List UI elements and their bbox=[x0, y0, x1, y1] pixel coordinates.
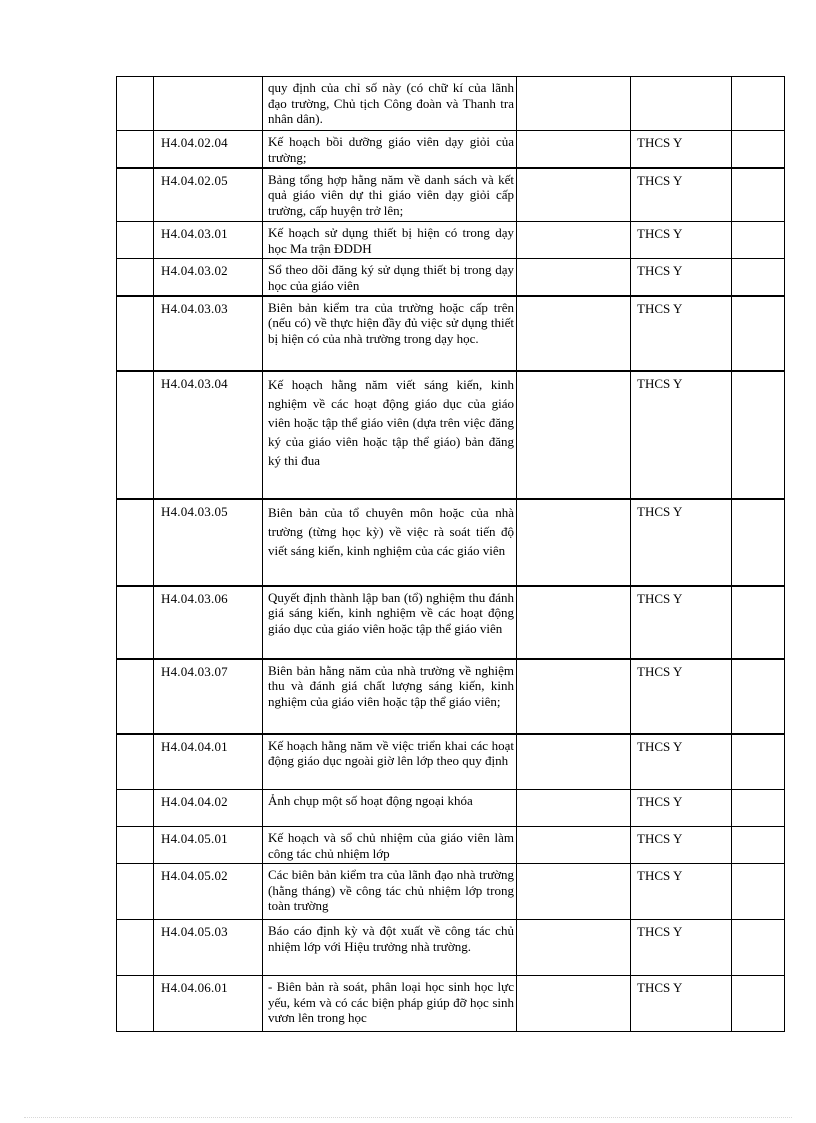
table-row bbox=[117, 920, 785, 976]
evidence-description: Bảng tổng hợp hằng năm về danh sách và kết quả giáo viên dự thi giáo viên dạy giỏi cấp trường, cấp huyện trở lên; bbox=[263, 168, 517, 222]
page-edge-divider bbox=[24, 1117, 792, 1118]
evidence-description: Ảnh chụp một số hoạt động ngoại khóa bbox=[263, 790, 517, 827]
evidence-description: Kế hoạch sử dụng thiết bị hiện có trong dạy học Ma trận ĐDDH bbox=[263, 222, 517, 259]
evidence-description: Kế hoạch hằng năm về việc triển khai các hoạt động giáo dục ngoài giờ lên lớp theo quy định bbox=[263, 734, 517, 790]
evidence-source: THCS Y bbox=[631, 827, 732, 864]
evidence-table bbox=[116, 76, 785, 1032]
evidence-code: H4.04.03.04 bbox=[154, 371, 263, 499]
evidence-source: THCS Y bbox=[631, 659, 732, 734]
table-row bbox=[117, 734, 785, 790]
evidence-description: Báo cáo định kỳ và đột xuất về công tác chủ nhiệm lớp với Hiệu trưởng nhà trường. bbox=[263, 920, 517, 976]
evidence-code: H4.04.04.02 bbox=[154, 790, 263, 827]
evidence-code bbox=[154, 77, 263, 131]
evidence-code: H4.04.05.03 bbox=[154, 920, 263, 976]
table-row bbox=[117, 790, 785, 827]
evidence-description: Biên bản kiểm tra của trường hoặc cấp trên (nếu có) về thực hiện đầy đủ việc sử dụng thiết bị hiện có của nhà trường trong dạy học. bbox=[263, 296, 517, 371]
evidence-code: H4.04.03.03 bbox=[154, 296, 263, 371]
evidence-code: H4.04.03.02 bbox=[154, 259, 263, 296]
evidence-code: H4.04.03.07 bbox=[154, 659, 263, 734]
table-row bbox=[117, 499, 785, 586]
evidence-code: H4.04.04.01 bbox=[154, 734, 263, 790]
evidence-code: H4.04.03.05 bbox=[154, 499, 263, 586]
table-row bbox=[117, 222, 785, 259]
table-row bbox=[117, 131, 785, 168]
table-row bbox=[117, 586, 785, 659]
evidence-description: - Biên bản rà soát, phân loại học sinh học lực yếu, kém và có các biện pháp giúp đỡ học sinh vươn lên trong học bbox=[263, 976, 517, 1032]
table-row bbox=[117, 77, 785, 131]
evidence-source: THCS Y bbox=[631, 168, 732, 222]
table-row bbox=[117, 864, 785, 920]
evidence-source: THCS Y bbox=[631, 586, 732, 659]
evidence-description: quy định của chỉ số này (có chữ kí của lãnh đạo trường, Chủ tịch Công đoàn và Thanh tra nhân dân). bbox=[263, 77, 517, 131]
evidence-code: H4.04.06.01 bbox=[154, 976, 263, 1032]
evidence-source: THCS Y bbox=[631, 222, 732, 259]
table-row bbox=[117, 976, 785, 1032]
evidence-description: Kế hoạch và sổ chủ nhiệm của giáo viên làm công tác chủ nhiệm lớp bbox=[263, 827, 517, 864]
evidence-source: THCS Y bbox=[631, 499, 732, 586]
evidence-code: H4.04.03.06 bbox=[154, 586, 263, 659]
evidence-code: H4.04.03.01 bbox=[154, 222, 263, 259]
evidence-source: THCS Y bbox=[631, 976, 732, 1032]
evidence-code: H4.04.05.01 bbox=[154, 827, 263, 864]
evidence-source: THCS Y bbox=[631, 131, 732, 168]
evidence-code: H4.04.05.02 bbox=[154, 864, 263, 920]
evidence-source: THCS Y bbox=[631, 296, 732, 371]
evidence-description: Kế hoạch hằng năm viết sáng kiến, kinh nghiệm về các hoạt động giáo dục của giáo viên hoặc tập thể giáo viên (dựa trên việc đăng ký của giáo viên hoặc tập thể giáo) bản đăng ký thi đua bbox=[263, 371, 517, 499]
evidence-source: THCS Y bbox=[631, 864, 732, 920]
table-row bbox=[117, 659, 785, 734]
evidence-source: THCS Y bbox=[631, 259, 732, 296]
evidence-description: Các biên bản kiểm tra của lãnh đạo nhà trường (hằng tháng) về công tác chủ nhiệm lớp trong toàn trường bbox=[263, 864, 517, 920]
evidence-description: Quyết định thành lập ban (tổ) nghiệm thu đánh giá sáng kiến, kinh nghiệm về các hoạt động giáo dục của giáo viên hoặc tập thể giáo viên bbox=[263, 586, 517, 659]
table-row bbox=[117, 371, 785, 499]
evidence-code: H4.04.02.05 bbox=[154, 168, 263, 222]
evidence-code: H4.04.02.04 bbox=[154, 131, 263, 168]
evidence-description: Biên bản của tổ chuyên môn hoặc của nhà trường (từng học kỳ) về việc rà soát tiến độ viết sáng kiến, kinh nghiệm của các giáo viên bbox=[263, 499, 517, 586]
evidence-source: THCS Y bbox=[631, 920, 732, 976]
evidence-source: THCS Y bbox=[631, 734, 732, 790]
evidence-description: Sổ theo dõi đăng ký sử dụng thiết bị trong dạy học của giáo viên bbox=[263, 259, 517, 296]
table-row bbox=[117, 296, 785, 371]
table-row bbox=[117, 259, 785, 296]
evidence-description: Kế hoạch bồi dưỡng giáo viên dạy giỏi của trường; bbox=[263, 131, 517, 168]
table-row bbox=[117, 168, 785, 222]
evidence-source: THCS Y bbox=[631, 371, 732, 499]
evidence-source bbox=[631, 77, 732, 131]
evidence-description: Biên bản hằng năm của nhà trường về nghiệm thu và đánh giá chất lượng sáng kiến, kinh nghiệm của giáo viên hoặc tập thể giáo viên; bbox=[263, 659, 517, 734]
evidence-source: THCS Y bbox=[631, 790, 732, 827]
table-row bbox=[117, 827, 785, 864]
